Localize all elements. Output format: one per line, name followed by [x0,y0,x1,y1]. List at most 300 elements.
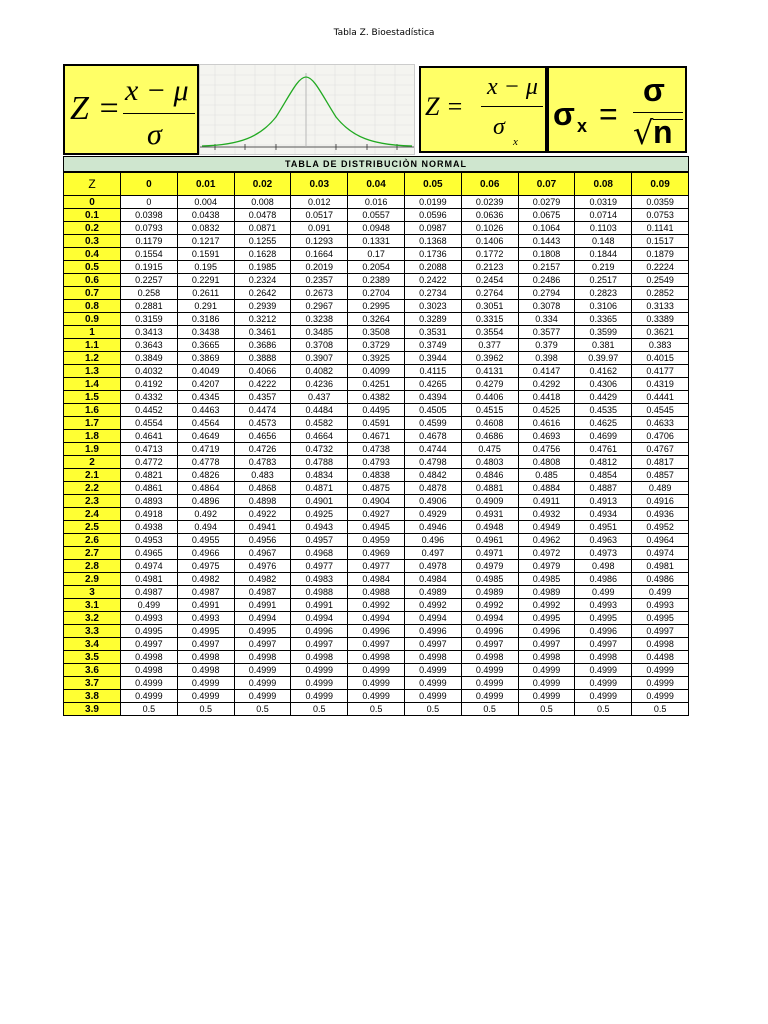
z-value-cell: 3.9 [64,703,121,716]
probability-cell: 0.4772 [121,456,178,469]
probability-cell: 0.4999 [404,664,461,677]
probability-cell: 0.4778 [177,456,234,469]
probability-cell: 0.4963 [575,534,632,547]
probability-cell: 0.4994 [348,612,405,625]
table-row [64,443,689,456]
probability-cell: 0.2454 [461,274,518,287]
z-value-cell: 1.8 [64,430,121,443]
z-formula-numerator: x − μ [125,74,189,107]
probability-cell: 0.4979 [461,560,518,573]
probability-cell: 0.4817 [632,456,689,469]
z-value-cell: 3.4 [64,638,121,651]
table-row [64,482,689,495]
table-row [64,287,689,300]
probability-cell: 0.4099 [348,365,405,378]
probability-cell: 0.4906 [404,495,461,508]
z-value-cell: 3.3 [64,625,121,638]
probability-cell: 0.2054 [348,261,405,274]
table-row [64,664,689,677]
probability-cell: 0.4934 [575,508,632,521]
probability-cell: 0.4988 [348,586,405,599]
probability-cell: 0.2764 [461,287,518,300]
z-value-cell: 1.3 [64,365,121,378]
probability-cell: 0.219 [575,261,632,274]
z-value-cell: 2.7 [64,547,121,560]
z-value-cell: 3.8 [64,690,121,703]
probability-cell: 0.4995 [234,625,291,638]
table-row [64,326,689,339]
probability-cell: 0.4999 [177,677,234,690]
probability-cell: 0.4495 [348,404,405,417]
probability-cell: 0.4996 [575,625,632,638]
probability-cell: 0.4996 [404,625,461,638]
probability-cell: 0.4319 [632,378,689,391]
probability-cell: 0.1915 [121,261,178,274]
page-title: Tabla Z. Bioestadística [333,28,435,38]
probability-cell: 0.4997 [348,638,405,651]
probability-cell: 0.4995 [632,612,689,625]
probability-cell: 0.485 [518,469,575,482]
probability-cell: 0.008 [234,196,291,209]
probability-cell: 0.4641 [121,430,178,443]
probability-cell: 0.3849 [121,352,178,365]
probability-cell: 0.4981 [632,560,689,573]
probability-cell: 0.148 [575,235,632,248]
probability-cell: 0.4893 [121,495,178,508]
column-header-z: Z [64,173,121,196]
sigma-x-lhs: σ [553,96,575,132]
probability-cell: 0.4177 [632,365,689,378]
table-row [64,404,689,417]
table-row [64,352,689,365]
probability-cell: 0.4554 [121,417,178,430]
probability-cell: 0.5 [348,703,405,716]
probability-cell: 0.4951 [575,521,632,534]
table-row [64,560,689,573]
probability-cell: 0.3577 [518,326,575,339]
probability-cell: 0.4999 [518,690,575,703]
table-row [64,625,689,638]
probability-cell: 0.499 [632,586,689,599]
probability-cell: 0.4999 [518,664,575,677]
probability-cell: 0.5 [518,703,575,716]
probability-cell: 0.4986 [632,573,689,586]
probability-cell: 0.1554 [121,248,178,261]
probability-cell: 0.4946 [404,521,461,534]
probability-cell: 0.3078 [518,300,575,313]
table-row [64,651,689,664]
probability-cell: 0.0517 [291,209,348,222]
probability-cell: 0.0557 [348,209,405,222]
probability-cell: 0.2823 [575,287,632,300]
probability-cell: 0.334 [518,313,575,326]
probability-cell: 0.4633 [632,417,689,430]
probability-cell: 0.2019 [291,261,348,274]
probability-cell: 0.489 [632,482,689,495]
probability-cell: 0.2224 [632,261,689,274]
probability-cell: 0.4998 [121,651,178,664]
probability-cell: 0.4842 [404,469,461,482]
probability-cell: 0.4964 [632,534,689,547]
probability-cell: 0.3869 [177,352,234,365]
probability-cell: 0.4896 [177,495,234,508]
z-value-cell: 2.6 [64,534,121,547]
probability-cell: 0.0359 [632,196,689,209]
probability-cell: 0.4998 [518,651,575,664]
table-row [64,261,689,274]
probability-cell: 0.4978 [404,560,461,573]
table-row [64,248,689,261]
table-row [64,378,689,391]
probability-cell: 0.4999 [461,677,518,690]
probability-cell: 0.4515 [461,404,518,417]
probability-cell: 0.4984 [348,573,405,586]
probability-cell: 0.4953 [121,534,178,547]
z-value-cell: 0.7 [64,287,121,300]
probability-cell: 0.5 [632,703,689,716]
probability-cell: 0.4995 [177,625,234,638]
probability-cell: 0.3708 [291,339,348,352]
probability-cell: 0.4429 [575,391,632,404]
probability-cell: 0.5 [177,703,234,716]
table-row [64,690,689,703]
probability-cell: 0.4998 [177,664,234,677]
probability-cell: 0.3729 [348,339,405,352]
probability-cell: 0.4999 [518,677,575,690]
probability-cell: 0.0636 [461,209,518,222]
normal-curve-graphic [200,65,414,154]
probability-cell: 0.4871 [291,482,348,495]
probability-cell: 0.4767 [632,443,689,456]
equals-sign: = [599,96,618,132]
probability-cell: 0.4999 [404,690,461,703]
probability-cell: 0.0871 [234,222,291,235]
probability-cell: 0.4131 [461,365,518,378]
probability-cell: 0.4162 [575,365,632,378]
probability-cell: 0.4616 [518,417,575,430]
probability-cell: 0.4997 [121,638,178,651]
probability-cell: 0.4222 [234,378,291,391]
probability-cell: 0.3749 [404,339,461,352]
z-value-cell: 1.1 [64,339,121,352]
column-header: 0.06 [461,173,518,196]
probability-cell: 0.1591 [177,248,234,261]
probability-cell: 0.483 [234,469,291,482]
probability-cell: 0.4974 [632,547,689,560]
probability-cell: 0.4999 [291,677,348,690]
probability-cell: 0.1406 [461,235,518,248]
probability-cell: 0.3106 [575,300,632,313]
probability-cell: 0.2642 [234,287,291,300]
table-row [64,391,689,404]
probability-cell: 0.475 [461,443,518,456]
probability-cell: 0.492 [177,508,234,521]
probability-cell: 0.0832 [177,222,234,235]
probability-cell: 0.3051 [461,300,518,313]
table-row [64,599,689,612]
probability-cell: 0.4015 [632,352,689,365]
probability-cell: 0.4998 [177,651,234,664]
table-row [64,222,689,235]
probability-cell: 0.4864 [177,482,234,495]
probability-cell: 0.4997 [518,638,575,651]
column-header: 0 [121,173,178,196]
probability-cell: 0.4997 [404,638,461,651]
probability-cell: 0.4991 [291,599,348,612]
probability-cell: 0.3962 [461,352,518,365]
probability-cell: 0.4995 [518,612,575,625]
probability-cell: 0.1331 [348,235,405,248]
probability-cell: 0.4987 [177,586,234,599]
probability-cell: 0.4931 [461,508,518,521]
probability-cell: 0.4418 [518,391,575,404]
probability-cell: 0.4922 [234,508,291,521]
z-mean-formula [419,66,547,153]
probability-cell: 0.4032 [121,365,178,378]
z-value-cell: 0.9 [64,313,121,326]
probability-cell: 0.4625 [575,417,632,430]
probability-cell: 0.4999 [348,677,405,690]
probability-cell: 0.4686 [461,430,518,443]
probability-cell: 0.4989 [461,586,518,599]
z-value-cell: 1.9 [64,443,121,456]
column-header: 0.07 [518,173,575,196]
probability-cell: 0.4826 [177,469,234,482]
probability-cell: 0.4961 [461,534,518,547]
probability-cell: 0.0948 [348,222,405,235]
probability-cell: 0.4545 [632,404,689,417]
probability-cell: 0.383 [632,339,689,352]
table-row [64,274,689,287]
table-row [64,235,689,248]
table-row [64,703,689,716]
probability-cell: 0.3944 [404,352,461,365]
probability-cell: 0.4049 [177,365,234,378]
probability-cell: 0.4971 [461,547,518,560]
table-row [64,313,689,326]
probability-cell: 0.3238 [291,313,348,326]
probability-cell: 0.4998 [234,651,291,664]
column-header: 0.02 [234,173,291,196]
table-row [64,586,689,599]
probability-cell: 0.17 [348,248,405,261]
probability-cell: 0.0987 [404,222,461,235]
probability-cell: 0.0239 [461,196,518,209]
probability-cell: 0.4996 [291,625,348,638]
z-value-cell: 1.7 [64,417,121,430]
probability-cell: 0.4992 [518,599,575,612]
probability-cell: 0.4306 [575,378,632,391]
probability-cell: 0.2549 [632,274,689,287]
probability-cell: 0.4974 [121,560,178,573]
table-row [64,300,689,313]
probability-cell: 0.4861 [121,482,178,495]
table-row [64,469,689,482]
table-row [64,365,689,378]
probability-cell: 0.4656 [234,430,291,443]
probability-cell: 0.4955 [177,534,234,547]
probability-cell: 0.4998 [575,651,632,664]
probability-cell: 0.4999 [632,664,689,677]
probability-cell: 0.4995 [121,625,178,638]
probability-cell: 0.012 [291,196,348,209]
z-mean-numerator: x − μ [487,74,538,100]
radicand-n: n [653,114,673,150]
probability-cell: 0.4699 [575,430,632,443]
column-header: 0.04 [348,173,405,196]
z-value-cell: 2.2 [64,482,121,495]
probability-cell: 0.381 [575,339,632,352]
probability-cell: 0.4744 [404,443,461,456]
probability-cell: 0.4382 [348,391,405,404]
table-row [64,534,689,547]
probability-cell: 0.5 [575,703,632,716]
probability-cell: 0.4803 [461,456,518,469]
probability-cell: 0.3133 [632,300,689,313]
probability-cell: 0.4664 [291,430,348,443]
probability-cell: 0.499 [575,586,632,599]
probability-cell: 0.1179 [121,235,178,248]
probability-cell: 0.1844 [575,248,632,261]
probability-cell: 0.1026 [461,222,518,235]
probability-cell: 0.4582 [291,417,348,430]
probability-cell: 0.4995 [575,612,632,625]
probability-cell: 0.4693 [518,430,575,443]
z-value-cell: 2 [64,456,121,469]
z-mean-denominator: σ [493,114,505,140]
formula-banner [63,64,689,155]
probability-cell: 0.1103 [575,222,632,235]
probability-cell: 0.4678 [404,430,461,443]
probability-cell: 0.1985 [234,261,291,274]
probability-cell: 0.4992 [404,599,461,612]
probability-cell: 0.498 [575,560,632,573]
probability-cell: 0.1293 [291,235,348,248]
probability-cell: 0.494 [177,521,234,534]
probability-cell: 0.4608 [461,417,518,430]
probability-cell: 0.4821 [121,469,178,482]
probability-cell: 0.4997 [291,638,348,651]
probability-cell: 0.4981 [121,573,178,586]
z-value-cell: 2.3 [64,495,121,508]
probability-cell: 0.4999 [348,664,405,677]
column-header: 0.01 [177,173,234,196]
probability-cell: 0.4999 [177,690,234,703]
probability-cell: 0.0753 [632,209,689,222]
probability-cell: 0.4999 [461,664,518,677]
z-value-cell: 3.7 [64,677,121,690]
probability-cell: 0.016 [348,196,405,209]
probability-cell: 0.4713 [121,443,178,456]
probability-cell: 0.4671 [348,430,405,443]
probability-cell: 0.2123 [461,261,518,274]
probability-cell: 0.4989 [404,586,461,599]
column-header: 0.05 [404,173,461,196]
normal-curve-image [199,64,415,155]
probability-cell: 0.3389 [632,313,689,326]
z-value-cell: 3 [64,586,121,599]
probability-cell: 0.3485 [291,326,348,339]
probability-cell: 0.2257 [121,274,178,287]
probability-cell: 0.1879 [632,248,689,261]
probability-cell: 0.1517 [632,235,689,248]
probability-cell: 0.4977 [291,560,348,573]
z-mean-lhs: Z = [425,92,464,121]
z-score-formula [63,64,199,155]
probability-cell: 0.3621 [632,326,689,339]
probability-cell: 0.0596 [404,209,461,222]
table-row [64,638,689,651]
table-row [64,677,689,690]
probability-cell: 0.0478 [234,209,291,222]
z-value-cell: 3.5 [64,651,121,664]
probability-cell: 0.4976 [234,560,291,573]
probability-cell: 0.4994 [404,612,461,625]
probability-cell: 0.1368 [404,235,461,248]
probability-cell: 0.4999 [575,677,632,690]
probability-cell: 0.4999 [234,677,291,690]
probability-cell: 0.1064 [518,222,575,235]
probability-cell: 0.2157 [518,261,575,274]
probability-cell: 0.3686 [234,339,291,352]
probability-cell: 0.4998 [632,638,689,651]
probability-cell: 0.4977 [348,560,405,573]
probability-cell: 0.2517 [575,274,632,287]
z-value-cell: 1 [64,326,121,339]
z-value-cell: 0 [64,196,121,209]
probability-cell: 0.4265 [404,378,461,391]
probability-cell: 0.4998 [291,651,348,664]
probability-cell: 0.0398 [121,209,178,222]
probability-cell: 0.4732 [291,443,348,456]
probability-cell: 0.4999 [291,690,348,703]
probability-cell: 0.4911 [518,495,575,508]
sigma-x-subscript: x [577,116,588,136]
probability-cell: 0.3023 [404,300,461,313]
probability-cell: 0.39.97 [575,352,632,365]
table-row [64,417,689,430]
table-row [64,573,689,586]
probability-cell: 0.1255 [234,235,291,248]
table-row [64,508,689,521]
z-value-cell: 2.9 [64,573,121,586]
square-root-icon: √ [633,114,654,152]
probability-cell: 0.4965 [121,547,178,560]
probability-cell: 0.4916 [632,495,689,508]
normal-distribution-table [63,156,689,716]
table-row [64,495,689,508]
probability-cell: 0.4994 [234,612,291,625]
probability-cell: 0.4999 [632,690,689,703]
probability-cell: 0.2088 [404,261,461,274]
probability-cell: 0.3531 [404,326,461,339]
probability-cell: 0.3289 [404,313,461,326]
probability-cell: 0.4989 [518,586,575,599]
probability-cell: 0.5 [291,703,348,716]
probability-cell: 0.091 [291,222,348,235]
probability-cell: 0.4834 [291,469,348,482]
probability-cell: 0.4878 [404,482,461,495]
probability-cell: 0.4726 [234,443,291,456]
probability-cell: 0.4706 [632,430,689,443]
probability-cell: 0.4719 [177,443,234,456]
probability-cell: 0.4846 [461,469,518,482]
probability-cell: 0.4599 [404,417,461,430]
probability-cell: 0.4474 [234,404,291,417]
probability-cell: 0.4452 [121,404,178,417]
probability-cell: 0.1141 [632,222,689,235]
table-row [64,456,689,469]
